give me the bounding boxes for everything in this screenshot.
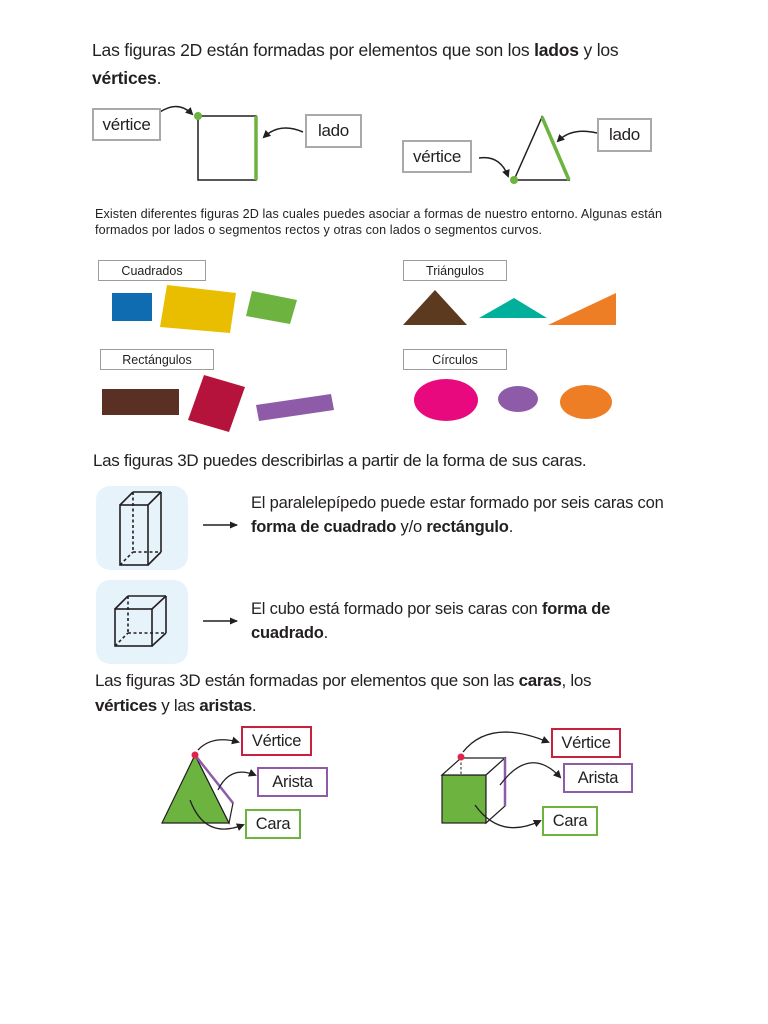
shapes-description: Existen diferentes figuras 2D las cuales puedes asociar a formas de nuestro entorno. Algunas están formados por lados o segmentos rectos y otras con lados o segmentos curvos.: [95, 207, 663, 237]
keyword-sides: lados: [534, 40, 579, 60]
category-circles-label: Círculos: [403, 349, 507, 370]
tag-cube-face: Cara: [542, 806, 598, 836]
prism-description: El paralelepípedo puede estar formado por seis caras con forma de cuadrado y/o rectángulo.: [251, 494, 664, 536]
tag-cube-vertex: Vértice: [551, 728, 621, 758]
label-side-triangle: lado: [597, 118, 652, 152]
label-vertex-triangle: vértice: [402, 140, 472, 173]
label-side-square: lado: [305, 114, 362, 148]
intro-3d-text: Las figuras 3D puedes describirlas a partir de la forma de sus caras.: [93, 451, 587, 470]
cube-description: El cubo está formado por seis caras con forma de cuadrado.: [251, 600, 611, 642]
pyramid-vertex-dot: [192, 752, 199, 759]
category-triangles-label: Triángulos: [403, 260, 507, 281]
cube-figure: [442, 754, 505, 824]
arrow-cube-edge: [500, 763, 560, 785]
cube-vertex-dot: [458, 754, 465, 761]
pyramid-figure: [162, 752, 233, 824]
tag-pyramid-vertex: Vértice: [241, 726, 312, 756]
category-rectangles-label: Rectángulos: [100, 349, 214, 370]
arrow-pyramid-edge: [218, 772, 255, 790]
tag-pyramid-edge: Arista: [257, 767, 328, 797]
arrow-cube-vertex: [463, 732, 548, 752]
elements-3d-text: Las figuras 3D están formadas por elementos que son las caras, los vértices y las aristas.: [95, 671, 592, 715]
tag-cube-edge: Arista: [563, 763, 633, 793]
label-vertex-square: vértice: [92, 108, 161, 141]
category-squares-label: Cuadrados: [98, 260, 206, 281]
arrow-pyramid-vertex: [198, 740, 238, 750]
tag-pyramid-face: Cara: [245, 809, 301, 839]
intro-2d-text: Las figuras 2D están formadas por elementos que son los lados y los vértices.: [92, 40, 619, 88]
keyword-vertices: vértices: [92, 68, 157, 88]
